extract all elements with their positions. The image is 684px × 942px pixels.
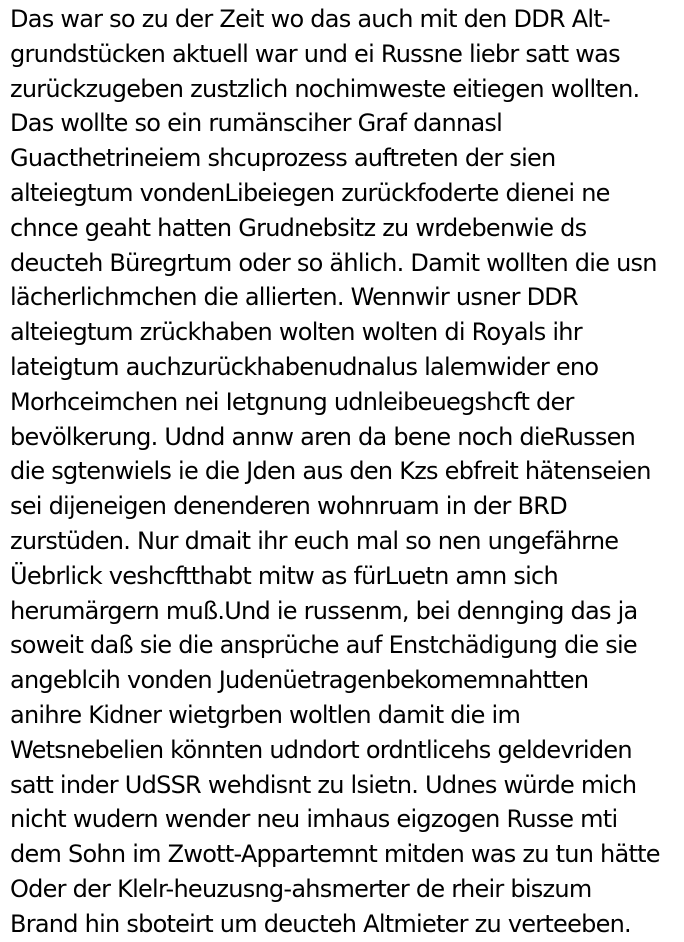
text-line-27: Brand hin sboteirt um deucteh Altmieter zu verteeben.	[10, 909, 631, 938]
text-line-14: die sgtenwiels ie die Jden aus den Kzs ebfreit hätenseien	[10, 457, 651, 486]
text-line-15: sei dijeneigen denenderen wohnruam in der BRD	[10, 492, 567, 521]
text-line-18: herumärgern muß.Und ie russenm, bei dennging das ja	[10, 596, 638, 625]
text-line-10: alteiegtum zrückhaben wolten wolten di Royals ihr	[10, 318, 582, 347]
text-line-12: Morhceimchen nei Ietgnung udnleibeuegshcft der	[10, 387, 574, 416]
text-line-25: dem Sohn im Zwott-Appartemnt mitden was zu tun hätte	[10, 840, 660, 869]
text-line-6: alteiegtum vondenLibeiegen zurückfoderte dienei ne	[10, 178, 610, 207]
text-line-3: zurückzugeben zustzlich nochimweste eitiegen wollten.	[10, 74, 640, 103]
text-line-4: Das wollte so ein rumänsciher Graf dannasl	[10, 109, 503, 138]
text-line-21: anihre Kidner wietgrben woltlen damit die im	[10, 700, 521, 729]
text-line-17: Üebrlick veshcftthabt mitw as fürLuetn amn sich	[10, 561, 558, 590]
body-text	[10, 2, 680, 942]
text-line-16: zurstüden. Nur dmait ihr euch mal so nen ungefährne	[10, 526, 619, 555]
text-line-19: soweit daß sie die ansprüche auf Enstchädigung die sie	[10, 631, 637, 660]
text-line-26: Oder der Klelr-heuzusng-ahsmerter de rheir biszum	[10, 874, 592, 903]
text-line-13: bevölkerung. Udnd annw aren da bene noch dieRussen	[10, 422, 636, 451]
text-line-9: lächerlichmchen die allierten. Wennwir usner DDR	[10, 283, 578, 312]
text-line-22: Wetsnebelien könnten udndort ordntlicehs geldevriden	[10, 735, 632, 764]
text-line-1: Das war so zu der Zeit wo das auch mit den DDR Alt-	[10, 5, 610, 33]
text-line-2: grundstücken aktuell war und ei Russne liebr satt was	[10, 39, 620, 68]
text-line-7: chnce geaht hatten Grudnebsitz zu wrdebenwie ds	[10, 213, 587, 242]
text-line-24: nicht wudern wender neu imhaus eigzogen Russe mti	[10, 805, 618, 834]
text-line-8: deucteh Büregrtum oder so ählich. Damit wollten die usn	[10, 248, 657, 277]
text-line-11: lateigtum auchzurückhabenudnalus lalemwider eno	[10, 352, 599, 381]
text-line-5: Guacthetrineiem shcuprozess auftreten der sien	[10, 144, 556, 173]
text-line-23: satt inder UdSSR wehdisnt zu lsietn. Udnes würde mich	[10, 770, 637, 799]
text-line-20: angeblcih vonden Judenüetragenbekomemnahtten	[10, 666, 589, 695]
